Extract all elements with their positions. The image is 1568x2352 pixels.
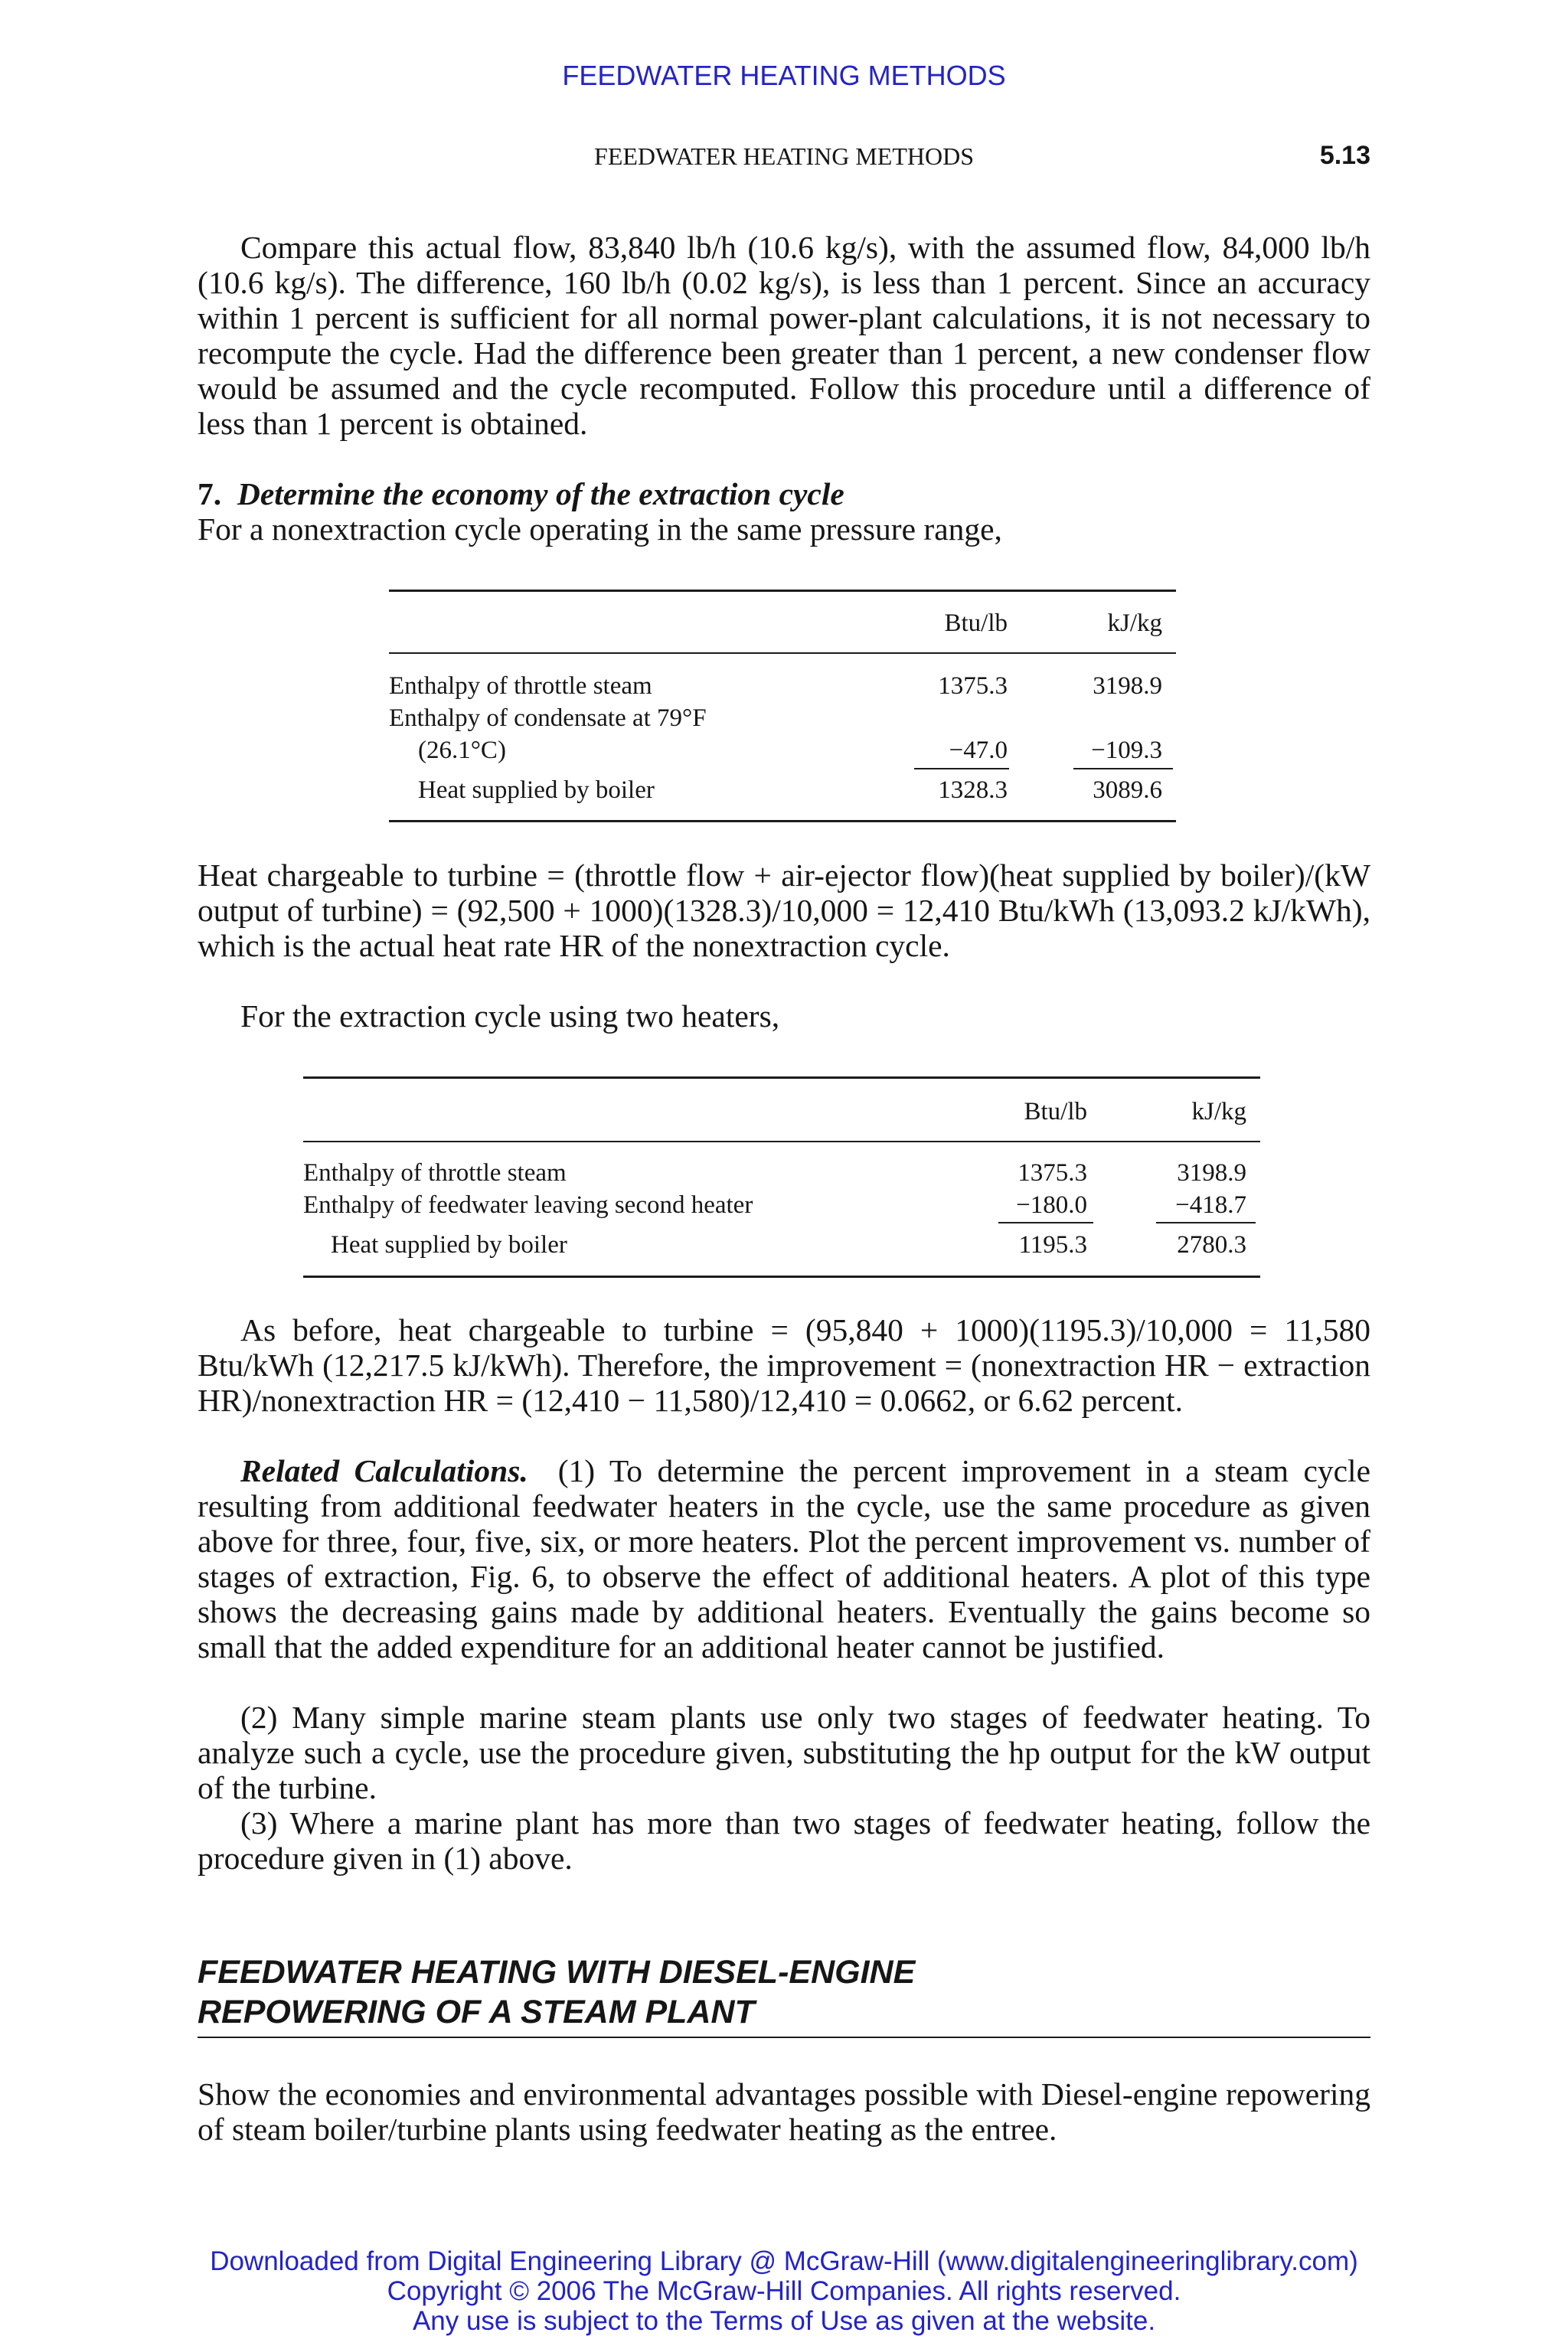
table-row-label: Enthalpy of condensate at 79°F — [389, 704, 707, 732]
running-head: FEEDWATER HEATING METHODS — [594, 142, 974, 170]
column-header-kj: kJ/kg — [1107, 609, 1162, 637]
section-title-line: FEEDWATER HEATING WITH DIESEL-ENGINE — [198, 1954, 916, 1991]
table-cell-kj: 3198.9 — [1093, 672, 1162, 700]
column-header-btu: Btu/lb — [944, 609, 1008, 637]
related-lead: Related Calculations. — [240, 1453, 528, 1488]
table-cell-kj: 3089.6 — [1093, 776, 1162, 804]
paragraph-marine-two-stage — [198, 1700, 1370, 1805]
step-number: 7. — [198, 476, 222, 511]
paragraph-text: Compare this actual flow, 83,840 lb/h (10.6 kg/s), with the assumed flow, 84,000 lb/h (10.6 kg/s). The difference, 160 lb/h (0.02 kg/s), is less than 1 percent. Since an accuracy within 1 percent is sufficient for all normal power-plant calculations, it is not necessary to recompute the cycle. Had the difference been greater than 1 percent, a new condenser flow would be assumed and the cycle recomputed. Follow this procedure until a difference of less than 1 percent is obtained. — [198, 230, 1370, 441]
subtotal-rule — [1156, 1222, 1256, 1223]
table-row-label: Enthalpy of throttle steam — [389, 672, 652, 700]
paragraph-text: (3) Where a marine plant has more than two stages of feedwater heating, follow the procedure given in (1) above. — [198, 1805, 1370, 1876]
table-cell-btu: −180.0 — [1016, 1191, 1087, 1219]
table-header-rule — [303, 1141, 1260, 1142]
footer-terms: Any use is subject to the Terms of Use as given at the website. — [412, 2306, 1156, 2336]
section-title-line: REPOWERING OF A STEAM PLANT — [198, 1994, 755, 2030]
table-cell-kj: 3198.9 — [1177, 1159, 1246, 1187]
section-intro — [198, 2076, 1370, 2147]
section-rule — [198, 2037, 1370, 2038]
related-text: (1) To determine the percent improvement in a steam cycle resulting from additional feedwater heaters in the cycle, use the same procedure as given above for three, four, five, six, or more heaters. Plot the percent improvement vs. number of stages of extraction, Fig. 6, to observe the effect of additional heaters. A plot of this type shows the decreasing gains made by additional heaters. Eventually the gains become so small that the added expenditure for an additional heater cannot be justified. — [198, 1453, 1371, 1664]
table-cell-kj: −418.7 — [1175, 1191, 1246, 1219]
table-cell-btu: 1375.3 — [1018, 1159, 1087, 1187]
paragraph-text: Show the economies and environmental advantages possible with Diesel-engine repowering of steam boiler/turbine plants using feedwater heating as the entree. — [198, 2076, 1370, 2147]
step-title: Determine the economy of the extraction cycle — [237, 476, 844, 511]
paragraph-text: As before, heat chargeable to turbine = (95,840 + 1000)(1195.3)/10,000 = 11,580 Btu/kWh (12,217.5 kJ/kWh). Therefore, the improvement = (nonextraction HR − extraction HR)/nonextraction HR = (12,410 − 11,580)/12,410 = 0.0662, or 6.62 percent. — [198, 1312, 1370, 1418]
table-cell-kj: 2780.3 — [1177, 1231, 1246, 1259]
table-top-rule — [303, 1076, 1260, 1079]
table-row-label: Enthalpy of feedwater leaving second heater — [303, 1191, 753, 1219]
page-number: 5.13 — [1319, 141, 1370, 170]
table-cell-btu: 1328.3 — [938, 776, 1008, 804]
column-header-btu: Btu/lb — [1024, 1098, 1087, 1125]
footer — [0, 2246, 1568, 2336]
paragraph-text: (2) Many simple marine steam plants use only two stages of feedwater heating. To analyze such a cycle, use the procedure given, substituting the hp output for the kW output of the turbine. — [198, 1700, 1370, 1805]
paragraph-improvement — [198, 1312, 1370, 1418]
table-cell-kj: −109.3 — [1091, 737, 1162, 764]
table-bottom-rule — [303, 1276, 1260, 1278]
site-title: FEEDWATER HEATING METHODS — [562, 60, 1006, 91]
subtotal-rule — [998, 1222, 1093, 1223]
table-cell-btu: 1195.3 — [1018, 1231, 1087, 1259]
footer-download-link[interactable]: Downloaded from Digital Engineering Library @ McGraw-Hill (www.digitalengineeringlibrary.com) — [210, 2246, 1358, 2276]
paragraph-text: Heat chargeable to turbine = (throttle flow + air-ejector flow)(heat supplied by boiler)/(kW output of turbine) = (92,500 + 1000)(1328.3)/10,000 = 12,410 Btu/kWh (13,093.2 kJ/kWh), which is the actual heat rate HR of the nonextraction cycle. — [198, 858, 1370, 963]
paragraph-text: For the extraction cycle using two heaters, — [240, 998, 780, 1034]
paragraph-marine-more-stages — [198, 1805, 1370, 1876]
table-row-label: Heat supplied by boiler — [418, 776, 655, 804]
paragraph-related-calculations — [198, 1453, 1370, 1664]
section-heading — [198, 1952, 1370, 2032]
table-row-label: Heat supplied by boiler — [331, 1231, 567, 1259]
table-row-label: (26.1°C) — [418, 737, 506, 764]
column-header-kj: kJ/kg — [1191, 1098, 1246, 1125]
table-cell-btu: −47.0 — [949, 737, 1008, 764]
step-7-intro: For a nonextraction cycle operating in the same pressure range, — [198, 511, 1002, 547]
table-cell-btu: 1375.3 — [938, 672, 1008, 700]
table-row-label: Enthalpy of throttle steam — [303, 1159, 567, 1187]
footer-copyright: Copyright © 2006 The McGraw-Hill Companies. All rights reserved. — [387, 2276, 1181, 2306]
